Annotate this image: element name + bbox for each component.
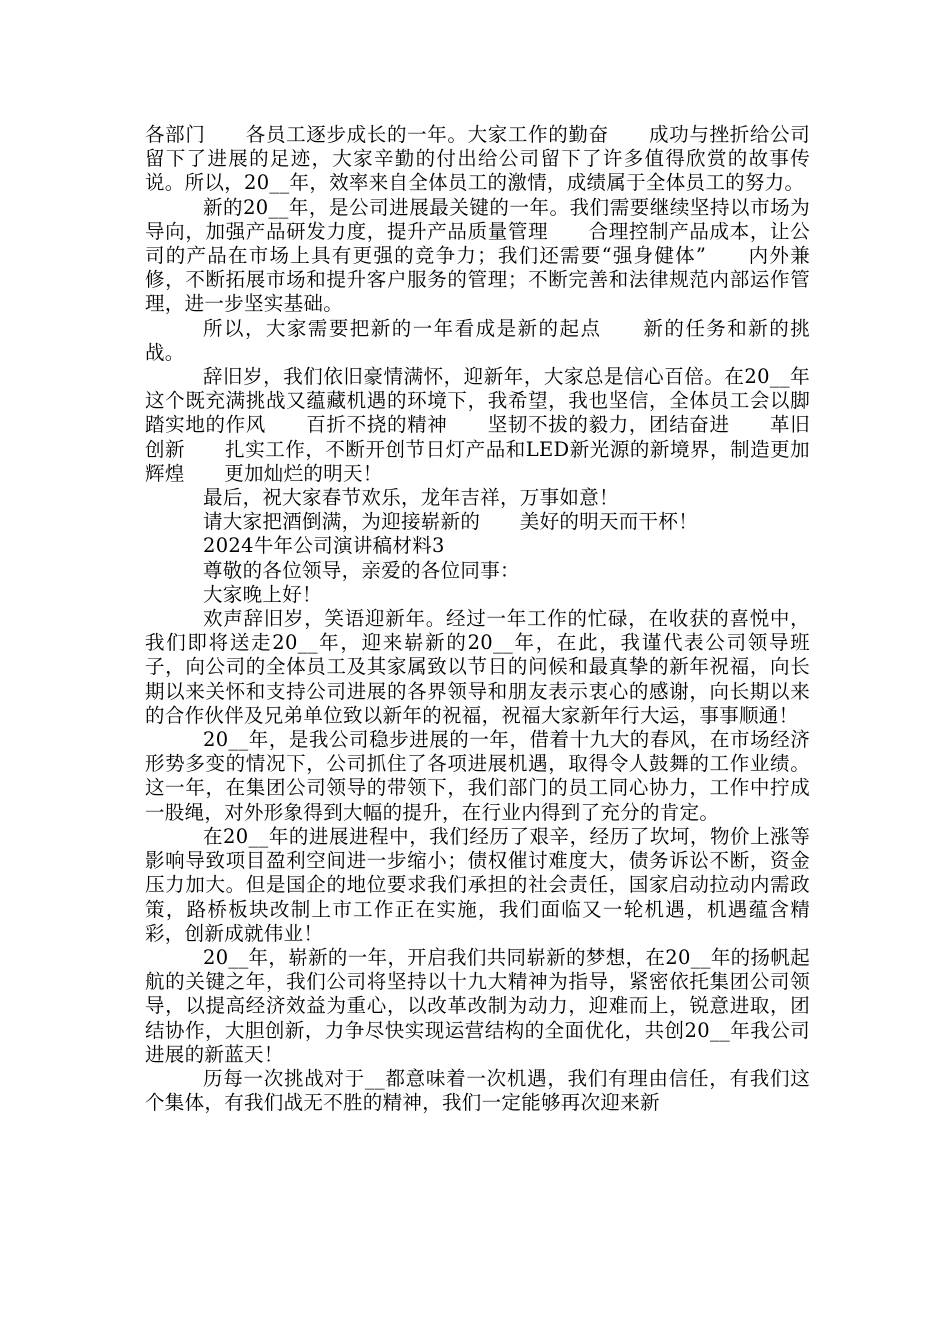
paragraph: 所以，大家需要把新的一年看成是新的起点 新的任务和新的挑战。 bbox=[145, 316, 810, 364]
document-page bbox=[145, 123, 810, 1115]
paragraph: 各部门 各员工逐步成长的一年。大家工作的勤奋 成功与挫折给公司留下了进展的足迹，大家辛勤的付出给公司留下了许多值得欣赏的故事传说。所以，20__年，效率来自全体员工的激情，成绩属于全体员工的努力。 bbox=[145, 123, 810, 195]
section-title: 2024牛年公司演讲稿材料3 bbox=[203, 534, 445, 558]
paragraph: 在20__年的进展进程中，我们经历了艰辛，经历了坎坷，物价上涨等影响导致项目盈利空间进一步缩小；债权催讨难度大，债务诉讼不断，资金压力加大。但是国企的地位要求我们承担的社会责任，国家启动拉动内需政策，路桥板块改制上市工作正在实施，我们面临又一轮机遇，机遇蕴含精彩，创新成就伟业！ bbox=[145, 824, 810, 945]
paragraph: 历每一次挑战对于__都意味着一次机遇，我们有理由信任，有我们这个集体，有我们战无不胜的精神，我们一定能够再次迎来新 bbox=[145, 1066, 810, 1115]
salutation: 尊敬的各位领导，亲爱的各位同事： bbox=[203, 558, 520, 582]
paragraph: 新的20__年，是公司进展最关键的一年。我们需要继续坚持以市场为导向，加强产品研发力度，提升产品质量管理 合理控制产品成本，让公司的产品在市场上具有更强的竞争力；我们还需要“强身健体” 内外兼修，不断拓展市场和提升客户服务的管理；不断完善和法律规范内部运作管理，进一步坚实基础。 bbox=[145, 195, 810, 316]
paragraph: 20__年，是我公司稳步进展的一年，借着十九大的春风，在市场经济形势多变的情况下，公司抓住了各项进展机遇，取得令人鼓舞的工作业绩。这一年，在集团公司领导的带领下，我们部门的员工同心协力，工作中拧成一股绳，对外形象得到大幅的提升，在行业内得到了充分的肯定。 bbox=[145, 728, 810, 824]
greeting: 大家晚上好！ bbox=[203, 582, 322, 606]
paragraph: 欢声辞旧岁，笑语迎新年。经过一年工作的忙碌，在收获的喜悦中，我们即将送走20__年，迎来崭新的20__年，在此，我谨代表公司领导班子，向公司的全体员工及其家属致以节日的问候和最真挚的新年祝福，向长期以来关怀和支持公司进展的各界领导和朋友表示衷心的感谢，向长期以来的合作伙伴及兄弟单位致以新年的祝福，祝福大家新年行大运，事事顺通！ bbox=[145, 607, 810, 727]
closing-wish-line: 最后，祝大家春节欢乐，龙年吉祥，万事如意！ bbox=[203, 486, 619, 510]
paragraph: 辞旧岁，我们依旧豪情满怀，迎新年，大家总是信心百倍。在20__年这个既充满挑战又蕴藏机遇的环境下，我希望，我也坚信，全体员工会以脚踏实地的作风 百折不挠的精神 坚韧不拔的毅力，团结奋进 革旧创新 扎实工作，不断开创节日灯产品和LED新光源的新境界，制造更加辉煌 更加灿烂的明天！ bbox=[145, 365, 810, 485]
paragraph: 20__年，崭新的一年，开启我们共同崭新的梦想，在20__年的扬帆起航的关键之年，我们公司将坚持以十九大精神为指导，紧密依托集团公司领导，以提高经济效益为重心，以改革改制为动力，迎难而上，锐意进取，团结协作，大胆创新，力争尽快实现运营结构的全面优化，共创20__年我公司进展的新蓝天！ bbox=[145, 945, 810, 1066]
toast-line: 请大家把酒倒满，为迎接崭新的 美好的明天而干杯！ bbox=[203, 510, 699, 534]
